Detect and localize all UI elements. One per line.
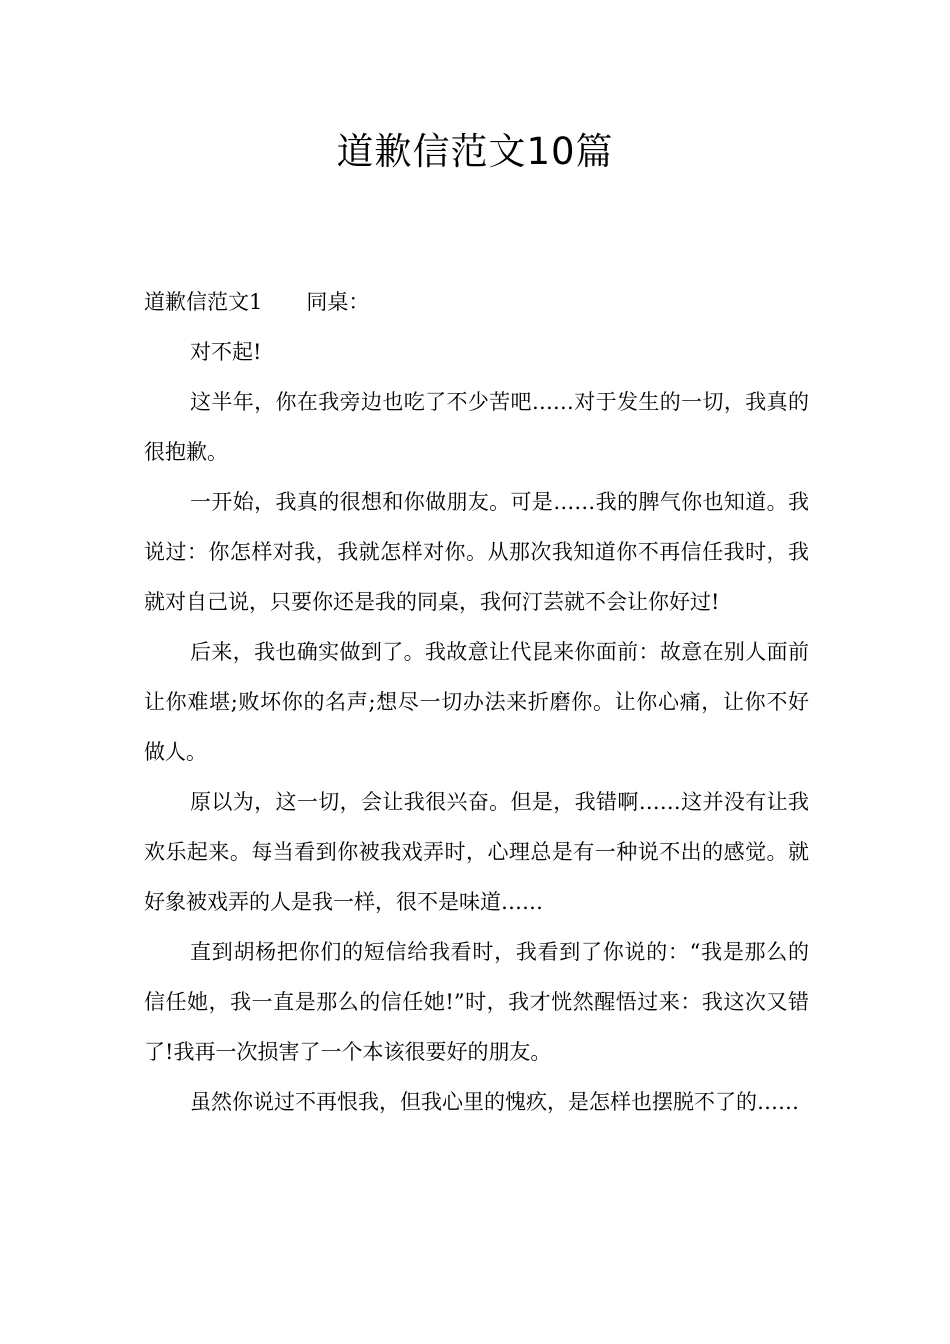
paragraph: 后来，我也确实做到了。我故意让代昆来你面前：故意在别人面前让你难堪;败坏你的名声;想尽一切办法来折磨你。让你心痛，让你不好做人。 bbox=[144, 640, 809, 764]
section-heading bbox=[144, 277, 809, 327]
salutation: 同桌： bbox=[306, 290, 370, 314]
section-label: 道歉信范文1 bbox=[144, 290, 263, 314]
paragraph: 这半年，你在我旁边也吃了不少苦吧……对于发生的一切，我真的很抱歉。 bbox=[144, 390, 809, 464]
paragraph: 一开始，我真的很想和你做朋友。可是……我的脾气你也知道。我说过：你怎样对我，我就怎样对你。从那次我知道你不再信任我时，我就对自己说，只要你还是我的同桌，我何汀芸就不会让你好过! bbox=[144, 490, 809, 614]
paragraph: 对不起! bbox=[190, 340, 262, 364]
letter-body bbox=[144, 277, 809, 1127]
paragraph: 虽然你说过不再恨我，但我心里的愧疚，是怎样也摆脱不了的…… bbox=[190, 1090, 799, 1114]
paragraph: 原以为，这一切，会让我很兴奋。但是，我错啊……这并没有让我欢乐起来。每当看到你被我戏弄时，心理总是有一种说不出的感觉。就好象被戏弄的人是我一样，很不是味道…… bbox=[144, 790, 809, 914]
paragraph: 直到胡杨把你们的短信给我看时，我看到了你说的：“我是那么的信任她，我一直是那么的信任她!”时，我才恍然醒悟过来：我这次又错了!我再一次损害了一个本该很要好的朋友。 bbox=[144, 940, 809, 1064]
document-title: 道歉信范文10篇 bbox=[336, 130, 614, 173]
